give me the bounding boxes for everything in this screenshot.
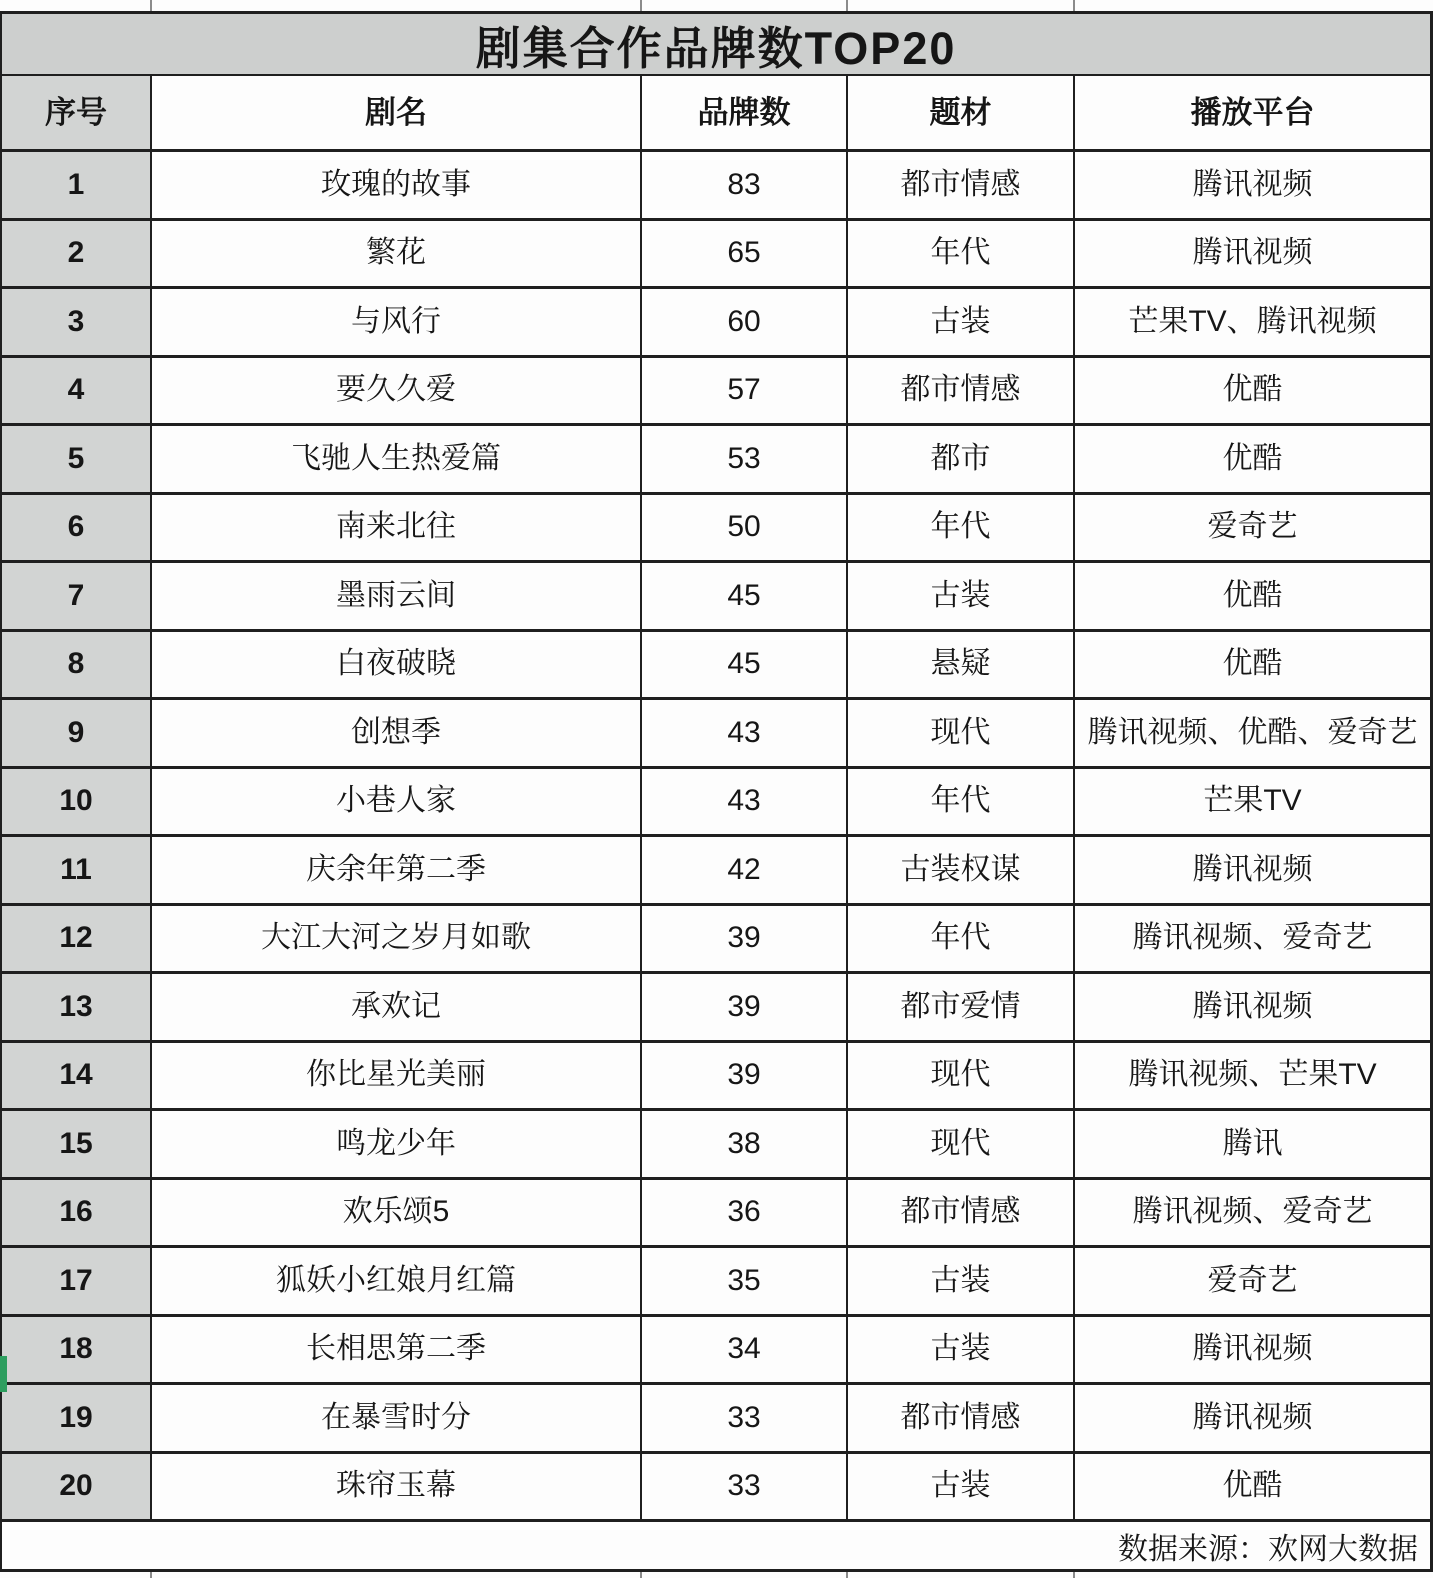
table-row — [2, 152, 1430, 221]
platform-cell: 腾讯视频、优酷、爱奇艺 — [1087, 715, 1418, 749]
platform-cell: 优酷 — [1222, 647, 1283, 680]
brand-count-cell: 33 — [642, 1454, 848, 1520]
genre-cell: 都市情感 — [848, 1180, 1075, 1246]
drama-name-cell: 繁花 — [152, 221, 642, 287]
rank-cell: 10 — [2, 769, 152, 835]
header-rank: 序号 — [2, 76, 152, 149]
table-row — [2, 289, 1430, 358]
brand-count-cell: 57 — [642, 358, 848, 424]
table-row — [2, 1043, 1430, 1112]
genre-cell: 悬疑 — [848, 632, 1075, 698]
drama-name-cell: 欢乐颂5 — [152, 1180, 642, 1246]
drama-name-cell: 白夜破晓 — [152, 632, 642, 698]
table-row — [2, 906, 1430, 975]
table-row — [2, 1317, 1430, 1386]
platform-cell: 腾讯视频 — [1192, 852, 1313, 886]
header-brand-count: 品牌数 — [642, 76, 848, 149]
rank-cell: 13 — [2, 974, 152, 1040]
platform-cell: 爱奇艺 — [1207, 1263, 1298, 1297]
rank-cell: 14 — [2, 1043, 152, 1109]
platform-cell: 腾讯视频 — [1192, 1400, 1313, 1434]
drama-name-cell: 长相思第二季 — [152, 1317, 642, 1383]
drama-name-cell: 小巷人家 — [152, 769, 642, 835]
grid-line — [640, 0, 642, 11]
rank-cell: 4 — [2, 358, 152, 424]
genre-cell: 年代 — [848, 769, 1075, 835]
platform-cell: 腾讯视频 — [1192, 1332, 1313, 1365]
rank-cell: 8 — [2, 632, 152, 698]
grid-line — [846, 1572, 848, 1578]
rank-cell: 19 — [2, 1385, 152, 1451]
platform-cell: 腾讯视频 — [1192, 989, 1313, 1023]
drama-name-cell: 南来北往 — [152, 495, 642, 561]
header-platform: 播放平台 — [1190, 94, 1315, 130]
genre-cell: 都市情感 — [848, 358, 1075, 424]
table-title-text: 剧集合作品牌数TOP20 — [475, 22, 957, 74]
platform-cell: 优酷 — [1222, 578, 1283, 612]
table-row — [2, 632, 1430, 701]
brand-count-cell: 43 — [642, 700, 848, 766]
drama-name-cell: 承欢记 — [152, 974, 642, 1040]
drama-name-cell: 庆余年第二季 — [152, 837, 642, 903]
rank-cell: 15 — [2, 1111, 152, 1177]
genre-cell: 年代 — [848, 221, 1075, 287]
platform-cell: 腾讯 — [1222, 1126, 1283, 1160]
table-row — [2, 1248, 1430, 1317]
genre-cell: 现代 — [848, 700, 1075, 766]
brand-count-cell: 83 — [642, 152, 848, 218]
platform-cell: 腾讯视频、芒果TV — [1128, 1058, 1377, 1091]
table-row — [2, 358, 1430, 427]
brand-count-cell: 38 — [642, 1111, 848, 1177]
platform-cell: 芒果TV、腾讯视频 — [1128, 304, 1377, 338]
rank-cell: 12 — [2, 906, 152, 972]
brand-count-cell: 35 — [642, 1248, 848, 1314]
genre-cell: 都市 — [848, 426, 1075, 492]
table-row — [2, 769, 1430, 838]
genre-cell: 古装 — [848, 1454, 1075, 1520]
platform-cell: 芒果TV — [1203, 784, 1302, 817]
drama-name-cell: 狐妖小红娘月红篇 — [152, 1248, 642, 1314]
header-genre: 题材 — [848, 76, 1075, 149]
brand-count-cell: 39 — [642, 1043, 848, 1109]
genre-cell: 都市爱情 — [848, 974, 1075, 1040]
platform-cell: 优酷 — [1222, 1469, 1283, 1502]
rank-cell: 11 — [2, 837, 152, 903]
partial-row-below-table — [0, 1572, 1433, 1578]
table-row — [2, 221, 1430, 290]
genre-cell: 年代 — [848, 906, 1075, 972]
genre-cell: 古装 — [848, 1248, 1075, 1314]
genre-cell: 现代 — [848, 1043, 1075, 1109]
grid-line — [150, 0, 152, 11]
platform-cell: 腾讯视频 — [1192, 236, 1313, 269]
drama-name-cell: 飞驰人生热爱篇 — [152, 426, 642, 492]
drama-name-cell: 要久久爱 — [152, 358, 642, 424]
genre-cell: 古装 — [848, 1317, 1075, 1383]
genre-cell: 年代 — [848, 495, 1075, 561]
brand-count-cell: 39 — [642, 906, 848, 972]
genre-cell: 古装 — [848, 563, 1075, 629]
rank-cell: 2 — [2, 221, 152, 287]
platform-cell: 腾讯视频、爱奇艺 — [1132, 1195, 1373, 1228]
grid-line — [150, 1572, 152, 1578]
rank-cell: 3 — [2, 289, 152, 355]
genre-cell: 古装权谋 — [848, 837, 1075, 903]
drama-name-cell: 墨雨云间 — [152, 563, 642, 629]
rank-cell: 1 — [2, 152, 152, 218]
brand-count-cell: 60 — [642, 289, 848, 355]
table-row — [2, 837, 1430, 906]
partial-row-above-table — [0, 0, 1433, 11]
grid-line — [1073, 1572, 1075, 1578]
rank-cell: 5 — [2, 426, 152, 492]
table-header-row — [2, 76, 1430, 152]
table-row — [2, 1454, 1430, 1523]
brand-count-cell: 45 — [642, 563, 848, 629]
table-footer — [2, 1522, 1430, 1572]
spreadsheet-selection-mark — [0, 1356, 7, 1392]
brand-count-cell: 65 — [642, 221, 848, 287]
brand-count-cell: 43 — [642, 769, 848, 835]
drama-name-cell: 你比星光美丽 — [152, 1043, 642, 1109]
table-row — [2, 563, 1430, 632]
table-body — [2, 152, 1430, 1522]
genre-cell: 都市情感 — [848, 1385, 1075, 1451]
rank-cell: 20 — [2, 1454, 152, 1520]
table-row — [2, 974, 1430, 1043]
platform-cell: 优酷 — [1222, 373, 1283, 406]
drama-name-cell: 鸣龙少年 — [152, 1111, 642, 1177]
drama-name-cell: 在暴雪时分 — [152, 1385, 642, 1451]
brand-count-cell: 50 — [642, 495, 848, 561]
brand-count-cell: 42 — [642, 837, 848, 903]
grid-line — [1073, 0, 1075, 11]
table-row — [2, 1180, 1430, 1249]
brand-count-cell: 39 — [642, 974, 848, 1040]
drama-name-cell: 创想季 — [152, 700, 642, 766]
genre-cell: 现代 — [848, 1111, 1075, 1177]
drama-name-cell: 玫瑰的故事 — [152, 152, 642, 218]
table-title — [2, 11, 1430, 76]
platform-cell: 腾讯视频、爱奇艺 — [1132, 921, 1373, 954]
brand-count-cell: 36 — [642, 1180, 848, 1246]
platform-cell: 爱奇艺 — [1207, 510, 1298, 543]
table-row — [2, 700, 1430, 769]
data-source-label: 数据来源：欢网大数据 — [1118, 1532, 1418, 1566]
rank-cell: 18 — [2, 1317, 152, 1383]
header-drama-name: 剧名 — [152, 76, 642, 149]
rank-cell: 6 — [2, 495, 152, 561]
rank-cell: 16 — [2, 1180, 152, 1246]
brand-count-cell: 45 — [642, 632, 848, 698]
grid-line — [640, 1572, 642, 1578]
drama-name-cell: 珠帘玉幕 — [152, 1454, 642, 1520]
grid-line — [846, 0, 848, 11]
table-row — [2, 1385, 1430, 1454]
table-row — [2, 426, 1430, 495]
genre-cell: 都市情感 — [848, 152, 1075, 218]
genre-cell: 古装 — [848, 289, 1075, 355]
brand-count-cell: 33 — [642, 1385, 848, 1451]
rank-cell: 7 — [2, 563, 152, 629]
drama-name-cell: 大江大河之岁月如歌 — [152, 906, 642, 972]
brand-count-cell: 53 — [642, 426, 848, 492]
table-row — [2, 1111, 1430, 1180]
brand-count-cell: 34 — [642, 1317, 848, 1383]
brands-top20-table — [0, 11, 1433, 1572]
rank-cell: 9 — [2, 700, 152, 766]
rank-cell: 17 — [2, 1248, 152, 1314]
drama-name-cell: 与风行 — [152, 289, 642, 355]
table-row — [2, 495, 1430, 564]
platform-cell: 优酷 — [1222, 441, 1283, 475]
platform-cell: 腾讯视频 — [1192, 167, 1313, 201]
